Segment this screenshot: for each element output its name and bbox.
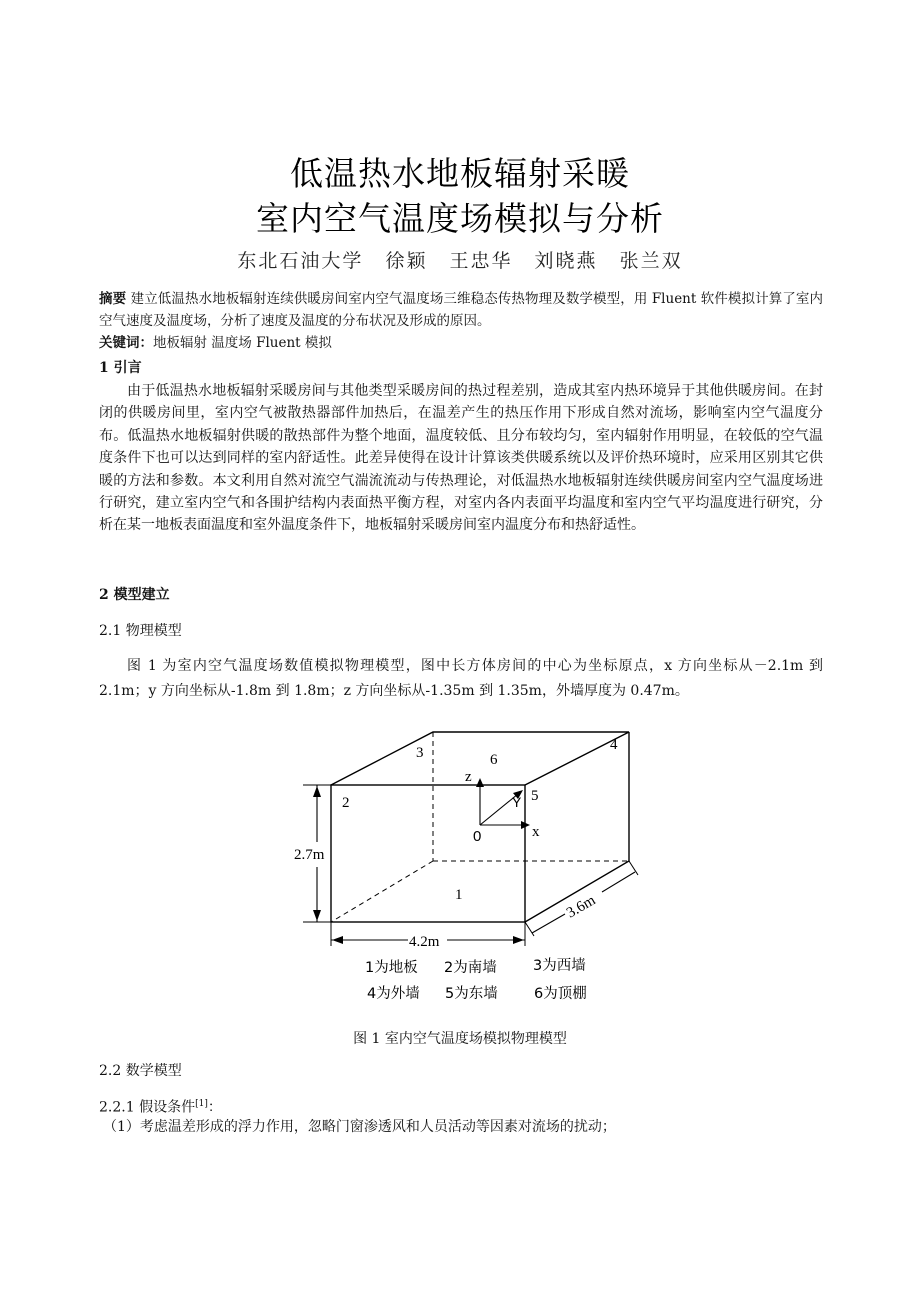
length-dimension-label: 4.2m	[409, 934, 440, 950]
depth-dim-line-front	[532, 914, 565, 933]
face-number-3: 3	[416, 745, 424, 761]
face-number-6: 6	[490, 752, 498, 768]
abstract-text: 建立低温热水地板辐射连续供暖房间室内空气温度场三维稳态传热物理及数学模型，用 Fluent 软件模拟计算了室内空气速度及温度场，分析了速度及温度的分布状况及形成的原因。	[99, 291, 824, 329]
axis-label-y: Y	[512, 794, 522, 810]
section-2-2-1-heading	[99, 1093, 823, 1119]
legend-east-wall: 5为东墙	[445, 986, 498, 1002]
z-axis-arrow	[476, 778, 484, 787]
legend-floor: 1为地板	[365, 960, 418, 976]
axis-label-z: z	[465, 769, 472, 785]
legend-west-wall: 3为西墙	[533, 958, 586, 974]
face-number-5: 5	[531, 788, 539, 804]
section-2-2-1-title: 2.2.1 假设条件	[99, 1099, 196, 1116]
condition-1: （1）考虑温差形成的浮力作用，忽略门窗渗透风和人员活动等因素对流场的扰动；	[103, 1119, 616, 1135]
legend-outer-wall: 4为外墙	[367, 986, 420, 1002]
reference-1: [1]	[195, 1099, 208, 1109]
section-2-1-body: 图 1 为室内空气温度场数值模拟物理模型，图中长方体房间的中心为坐标原点，x 方向坐标从－2.1m 到 2.1m；y 方向坐标从-1.8m 到 1.8m；z 方向坐标从-1.35m 到 1.35m，外墙厚度为 0.47m。	[99, 658, 823, 699]
origin-label: 0	[473, 828, 482, 845]
face-number-1: 1	[455, 887, 463, 903]
section-2-2-1-colon: ：	[207, 1099, 222, 1116]
section-2-2-heading: 2.2 数学模型	[99, 1063, 182, 1079]
depth-dim-line-back	[602, 872, 635, 892]
box-right-face	[525, 732, 629, 922]
section-1-body: 由于低温热水地板辐射采暖房间与其他类型采暖房间的热过程差别，造成其室内热环境异于其他供暖房间。在封闭的供暖房间里，室内空气被散热器部件加热后，在温差产生的热压作用下形成自然对流场，影响室内空气温度分布。低温热水地板辐射供暖的散热部件为整个地面，温度较低、且分布较均匀，室内辐射作用明显，在较低的空气温度条件下也可以达到同样的室内舒适性。此差异使得在设计计算该类供暖系统以及评价热环境时，应采用区别其它供暖的方法和参数。本文利用自然对流空气湍流流动与传热理论，对低温热水地板辐射连续供暖房间室内空气温度场进行研究，建立室内空气和各围护结构内表面热平衡方程，对室内各内表面平均温度和室内空气平均温度进行研究，分析在某一地板表面温度和室外温度条件下，地板辐射采暖房间室内温度分布和热舒适性。	[99, 383, 823, 534]
keywords-text: 地板辐射 温度场 Fluent 模拟	[153, 335, 332, 351]
abstract-label: 摘要	[99, 291, 127, 307]
axis-label-x: x	[532, 824, 540, 840]
height-arrow-bottom	[313, 910, 321, 921]
legend-ceiling: 6为顶棚	[534, 986, 587, 1002]
face-number-2: 2	[342, 795, 350, 811]
authors: 东北石油大学 徐颖 王忠华 刘晓燕 张兰双	[237, 250, 683, 272]
length-arrow-right	[513, 936, 524, 944]
face-number-4: 4	[610, 737, 618, 753]
depth-dimension-label: 3.6m	[564, 892, 599, 922]
title-line-2: 室内空气温度场模拟与分析	[256, 199, 664, 238]
section-2-1-heading: 2.1 物理模型	[99, 623, 182, 639]
keywords-label: 关键词：	[99, 335, 153, 351]
section-2-heading: 2 模型建立	[99, 587, 170, 603]
legend-south-wall: 2为南墙	[444, 960, 497, 976]
length-arrow-left	[332, 936, 343, 944]
box-top-face	[331, 732, 629, 785]
hidden-edge-floor	[331, 861, 433, 922]
figure-caption: 图 1 室内空气温度场模拟物理模型	[353, 1031, 567, 1047]
depth-ext-front	[525, 922, 534, 936]
height-arrow-top	[313, 786, 321, 797]
physical-model-figure	[280, 722, 640, 1012]
height-dimension-label: 2.7m	[294, 847, 325, 863]
box-front-face	[331, 785, 525, 922]
section-1-heading: 1 引言	[99, 360, 142, 376]
title-line-1: 低温热水地板辐射采暖	[290, 154, 630, 193]
figure-legend	[365, 956, 587, 1002]
abstract	[99, 288, 823, 332]
keywords	[99, 332, 823, 354]
